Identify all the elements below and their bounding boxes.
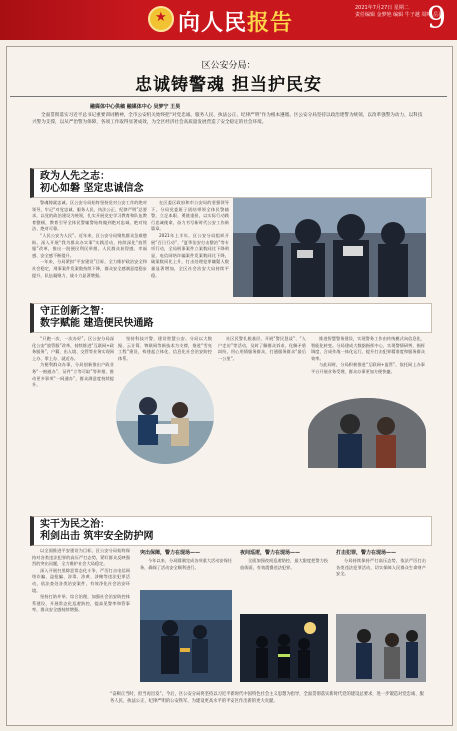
section-2-column-b [118,336,212,364]
masthead [0,0,457,40]
closing-paragraph: “奋楫正当时，担当再出发”。今后，区公安分局将坚持以习近平新时代中国特色社会主义思想为指导，全面贯彻落实新时代党的建设总要求，进一步锻造对党忠诚、服务人民、执法公正、纪律严明的公安铁军，为建设更高水平的平安区作出新的更大贡献。 [110,692,424,704]
date-line: 2021年7月27日 星期二 [355,5,409,11]
section-1-title-line-2: 初心如磐 坚定忠诚信念 [40,183,144,194]
section-1-column-a [32,200,147,296]
paragraph: “只跑一次、一次办好”。区公安分局深化公安“放管服”改革，持续推进“互联网+政务服务”，户籍、出入境、交管等业务实现网上办、掌上办、就近办。 [32,336,114,361]
community-officer-illustration [308,398,426,468]
masthead-title-part-a: 向人民 [178,10,248,36]
section-heading-3 [30,516,432,546]
paragraph: 今年以来，分局圆满完成各项重大活动安保任务，确保了活动安全顺利进行。 [140,558,232,570]
paragraph: 与此同时，分局积极推进“互联网+监管”，依托网上办事平台开展业务受理，群众办事更加方便快捷。 [311,362,425,374]
section-heading-1 [30,168,432,198]
night-patrol-photo [240,614,328,682]
arrest-operation-photo [336,614,426,682]
masthead-title-part-b: 报告 [247,10,294,36]
paragraph: 以全面推进平安建设为目标，区公安分局始终保持对各类违法犯罪的高压严打态势，紧盯群众反映强烈的突出问题，全力维护社会大局稳定。 [32,548,130,567]
byline: 融媒体中心供稿 融媒体中心 吴梦宁 王昊 [90,104,181,110]
section-2-title-line-1: 守正创新之智： [40,306,110,317]
community-officer-photo [308,398,426,468]
section-2-column-c [218,336,306,494]
service-hall-illustration [116,366,214,464]
article-intro: 全面贯彻落实习近平总书记重要训词精神，全市公安机关始终把“对党忠诚、服务人民、执法公正、纪律严明”作为根本遵循。区公安分局坚持以政治建警为统领，以改革强警为动力，以科技兴警为支撑，以从严治警为保障，各项工作取得显著成效，为全区经济社会高质量发展营造了安全稳定的社会环境。 [32,113,423,125]
masthead-decoration [0,0,140,40]
paragraph: 警魂铸就忠诚。区公安分局始终坚持党对公安工作的绝对领导，牢记“对党忠诚、服务人民、执法公正、纪律严明”总要求，以党的政治建设为统领，扎实开展党史学习教育和队伍教育整顿，教育引导全体民警辅警始终做到绝对忠诚、绝对纯洁、绝对可靠。 [32,200,147,232]
panel-3-caption: 打击犯罪，警力在现场—— [336,550,397,556]
section-3-title-line-1: 实干为民之治： [40,519,110,530]
paragraph: 坚持科技兴警，建设智慧公安。分局以大数据、云计算、物联网等新技术为支撑，推进“雪亮工程”建设，构建起立体化、信息化社会治安防控体系。 [118,336,212,361]
panel-2-text [240,558,328,584]
header-rule [10,96,447,97]
police-squad-photo [233,198,426,297]
section-2-column-d [311,336,425,396]
section-2-column-a [32,336,114,494]
arrest-operation-illustration [336,614,426,682]
paragraph: 2021年上半年，区公安分局组织开展“百日行动”、“夏季治安打击整治”等专项行动，全局刑事案件立案数同比下降明显，电信网络诈骗案件发案数同比下降，破案数同比上升，打击处理犯罪嫌疑人数量显著增加，全区社会治安大局持续平稳。 [151,232,229,278]
paragraph: 在区委区政府和市公安局的坚强领导下，分局党委班子团结带领全体民警辅警，立足本职、勇挑重担，以实际行动践行忠诚使命，奋力书写新时代公安工作新篇章。 [151,200,229,232]
masthead-title [178,6,293,37]
panel-3-text [336,558,426,610]
panel-2-caption: 夜间巡逻，警力在现场—— [240,550,301,556]
national-emblem-icon [148,6,174,32]
section-heading-2 [30,303,432,333]
security-check-photo [140,590,232,682]
paragraph: 一年来，分局紧扣“平安建设”目标，全力维护政治安全和社会稳定，刑事案件发案数持续下降，群众安全感满意度稳步提升，队伍凝聚力、战斗力显著增强。 [32,259,147,278]
paragraph: 分局持续保持严打高压态势，依法严厉打击各类违法犯罪活动，切实保障人民群众生命财产安全。 [336,558,426,577]
panel-1-caption: 突出保障，警力在现场—— [140,550,201,556]
night-patrol-illustration [240,614,328,682]
service-hall-photo [116,366,214,464]
article-kicker: 区公安分局： [201,61,256,71]
paragraph: 全面加强夜间巡逻防控，最大限度把警力投放街面，有效震慑违法犯罪。 [240,558,328,570]
paragraph: 社区民警扎根基层，开展“警民恳谈”、“入户走访”等活动，及时了解群众诉求，化解矛盾纠纷，用心用情服务群众，打通服务群众“最后一公里”。 [218,336,306,361]
section-1-title-line-1: 政为人先之志： [40,171,110,182]
paragraph: 深入开展扫黑除恶常态化斗争，严厉打击电信网络诈骗、盗抢骗、涉毒、涉黄、涉赌等违法犯罪活动，依法查处各类治安案件，有效净化社会治安环境。 [32,567,130,593]
paragraph: 坚持打防并举、综合治理，加强社会治安防控体系建设，开展常态化巡逻防控，提高见警率和管事率，群众安全感持续增强。 [32,594,130,613]
article-headline: 忠诚铸警魂 担当护民安 [135,75,322,95]
page-number: 9 [427,1,447,36]
paragraph: 为便利群众办事，分局创新推出户政业务“一窗通办”、证件“立等可取”等举措，推动更多事项“一网通办”，群众满意度持续提升。 [32,362,114,388]
panel-1-text [140,558,232,584]
editor-line: 责任编辑 金梦艳 编辑 牛子越 周鸣 岳哥 [355,12,443,18]
section-1-column-b [151,200,229,296]
section-3-column-a [32,548,130,682]
police-squad-illustration [233,198,426,297]
paragraph: “人民公安为人民”。近年来，区公安分局聚焦群众急难愁盼，深入开展“我为群众办实事”实践活动，持续深化“放管服”改革，推出一批便民利民举措，人民群众获得感、幸福感、安全感不断提升。 [32,232,147,258]
section-2-title-line-2: 数字赋能 建造便民快通路 [40,318,154,329]
paragraph: 推进智慧警务建设，实现警务工作由传统模式向信息化、智能化转变。分局建成大数据指挥中心，实现警情研判、指挥调度、合成作战一体化运行，提升打击犯罪精准度和服务群众效率。 [311,336,425,361]
section-3-title-line-2: 利剑出击 筑牢安全防护网 [40,531,154,542]
security-check-illustration [140,590,232,682]
